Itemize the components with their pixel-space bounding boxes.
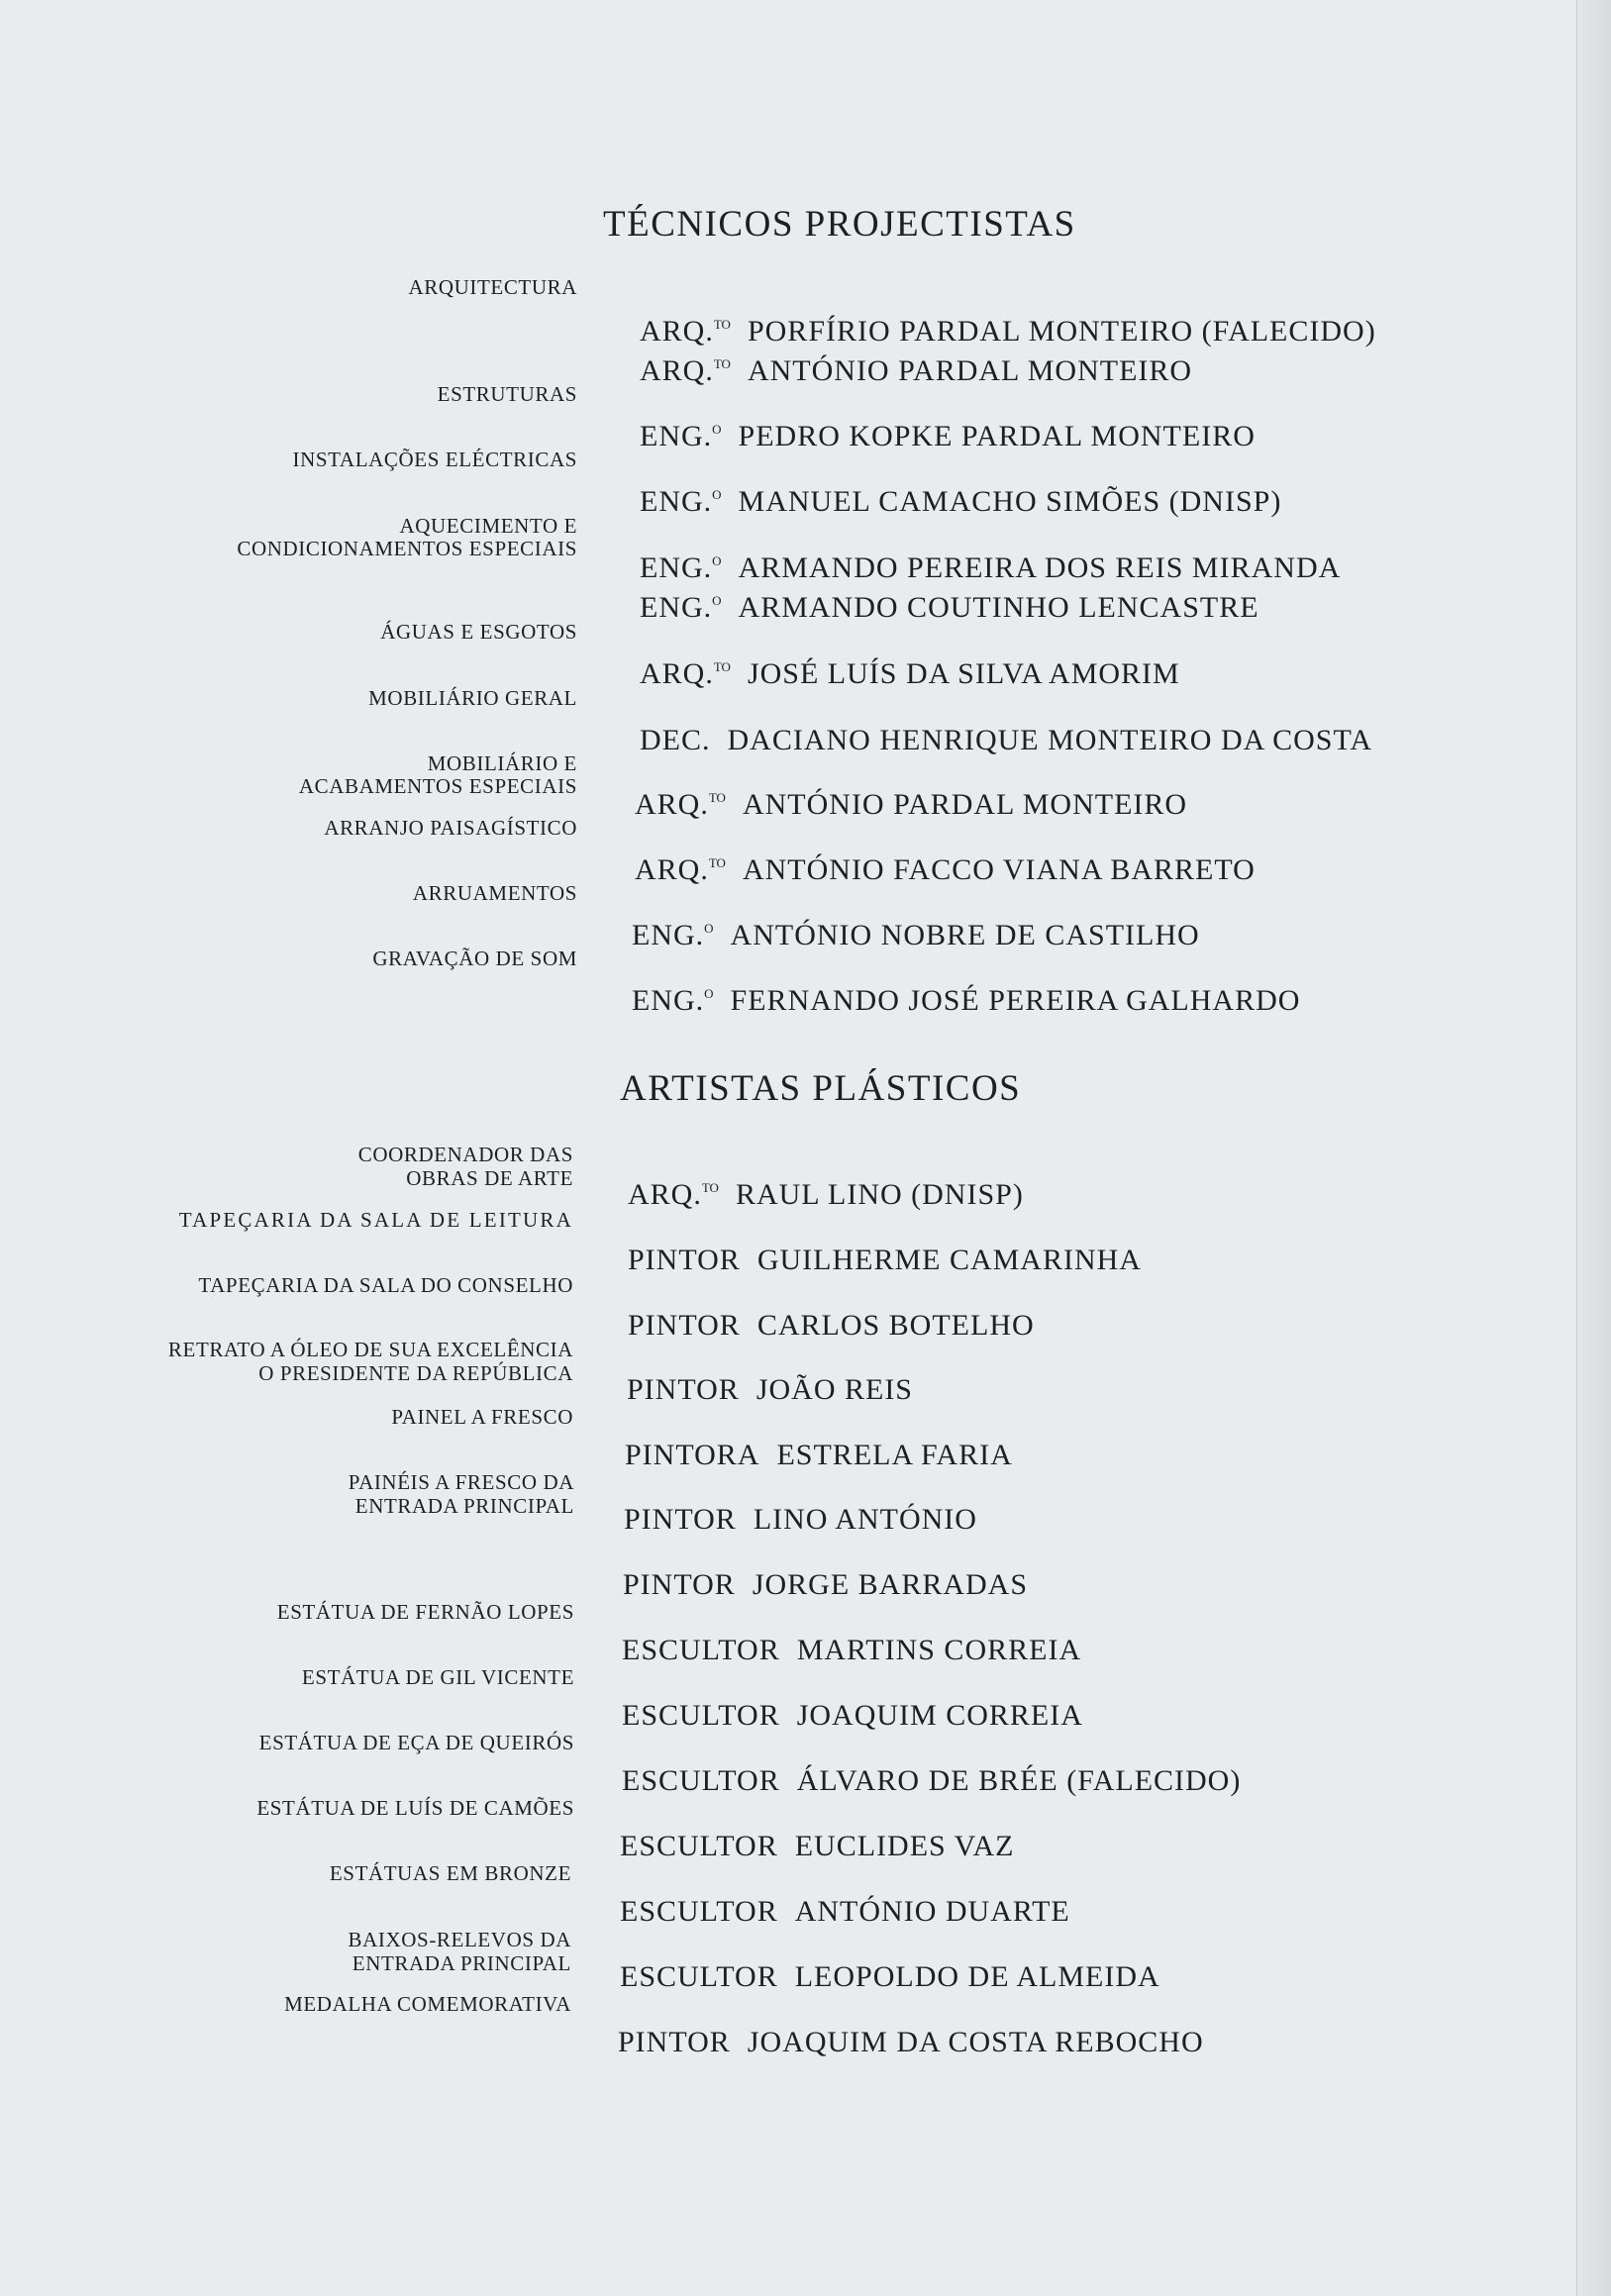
name-title-suffix: TO xyxy=(713,659,731,674)
name-text: CARLOS BOTELHO xyxy=(756,1309,1035,1342)
name-row xyxy=(640,420,1256,453)
name-title-suffix: O xyxy=(704,921,714,936)
name-row xyxy=(624,1503,977,1537)
name-title: ESCULTOR xyxy=(620,1895,778,1928)
name-text: ANTÓNIO NOBRE DE CASTILHO xyxy=(730,919,1200,951)
name-text: JOAQUIM DA COSTA REBOCHO xyxy=(747,2026,1204,2058)
name-text: LINO ANTÓNIO xyxy=(753,1503,977,1536)
name-text: MARTINS CORREIA xyxy=(796,1634,1082,1666)
name-title: ARQ. xyxy=(640,354,714,387)
name-text: PORFÍRIO PARDAL MONTEIRO (FALECIDO) xyxy=(747,315,1376,348)
name-title: ARQ. xyxy=(635,853,709,886)
name-title: ENG. xyxy=(640,591,713,624)
name-text: ANTÓNIO PARDAL MONTEIRO xyxy=(747,354,1193,387)
name-title: ESCULTOR xyxy=(622,1764,780,1797)
label-gil-vicente: ESTÁTUA DE GIL VICENTE xyxy=(301,1665,574,1689)
name-row xyxy=(640,591,1259,625)
name-text: PEDRO KOPKE PARDAL MONTEIRO xyxy=(738,420,1256,452)
label-tapecaria-leitura: TAPEÇARIA DA SALA DE LEITURA xyxy=(178,1208,573,1232)
technicians-heading: TÉCNICOS PROJECTISTAS xyxy=(603,204,1076,245)
name-text: FERNANDO JOSÉ PEREIRA GALHARDO xyxy=(730,984,1301,1017)
name-title: ENG. xyxy=(640,485,713,518)
name-row xyxy=(635,853,1256,887)
name-title-suffix: TO xyxy=(713,317,731,332)
name-row xyxy=(622,1764,1241,1798)
name-row xyxy=(632,919,1200,952)
label-fernao-lopes: ESTÁTUA DE FERNÃO LOPES xyxy=(276,1600,574,1624)
name-text: GUILHERME CAMARINHA xyxy=(756,1244,1142,1276)
name-row xyxy=(625,1439,1013,1472)
name-title: ARQ. xyxy=(640,657,714,690)
name-row xyxy=(622,1699,1083,1733)
name-row xyxy=(627,1373,913,1407)
name-text: DACIANO HENRIQUE MONTEIRO DA COSTA xyxy=(727,724,1373,756)
label-aquecimento: AQUECIMENTO E xyxy=(399,514,577,538)
name-text: ANTÓNIO PARDAL MONTEIRO xyxy=(742,788,1188,821)
name-row xyxy=(640,657,1180,691)
name-title-suffix: TO xyxy=(701,1180,719,1195)
name-title: PINTOR xyxy=(628,1309,741,1342)
name-title: PINTORA xyxy=(625,1439,760,1471)
name-text: ÁLVARO DE BRÉE (FALECIDO) xyxy=(796,1764,1242,1797)
label-aguas-esgotos: ÁGUAS E ESGOTOS xyxy=(380,620,577,644)
label-tapecaria-conselho: TAPEÇARIA DA SALA DO CONSELHO xyxy=(198,1273,573,1297)
label-arranjo-paisagistico: ARRANJO PAISAGÍSTICO xyxy=(324,816,577,840)
name-row xyxy=(640,724,1372,757)
name-title-suffix: TO xyxy=(713,356,731,371)
name-text: ANTÓNIO FACCO VIANA BARRETO xyxy=(742,853,1256,886)
name-title-suffix: TO xyxy=(708,790,726,805)
name-title: ESCULTOR xyxy=(622,1634,780,1666)
name-row xyxy=(640,551,1341,585)
name-title-suffix: O xyxy=(712,487,722,502)
name-row xyxy=(620,1960,1160,1994)
name-text: JOAQUIM CORREIA xyxy=(796,1699,1083,1732)
page-edge xyxy=(1576,0,1611,2296)
label-mobiliario-e: MOBILIÁRIO E xyxy=(427,751,577,775)
name-title: ENG. xyxy=(640,420,713,452)
name-title: PINTOR xyxy=(623,1568,736,1601)
name-row xyxy=(623,1568,1028,1602)
label-gravacao-som: GRAVAÇÃO DE SOM xyxy=(372,947,577,970)
name-title: ESCULTOR xyxy=(620,1830,778,1862)
name-text: ARMANDO COUTINHO LENCASTRE xyxy=(738,591,1259,624)
name-text: RAUL LINO (DNISP) xyxy=(735,1178,1024,1211)
label-arruamentos: ARRUAMENTOS xyxy=(412,881,577,905)
label-entrada-principal-2: ENTRADA PRINCIPAL xyxy=(352,1951,571,1975)
name-title-suffix: TO xyxy=(708,855,726,870)
label-retrato: RETRATO A ÓLEO DE SUA EXCELÊNCIA xyxy=(167,1338,573,1361)
name-title-suffix: O xyxy=(712,553,722,568)
name-row xyxy=(628,1178,1024,1212)
label-entrada-principal: ENTRADA PRINCIPAL xyxy=(354,1494,574,1518)
name-text: MANUEL CAMACHO SIMÕES (DNISP) xyxy=(738,485,1282,518)
name-text: ANTÓNIO DUARTE xyxy=(794,1895,1070,1928)
label-estatuas-bronze: ESTÁTUAS EM BRONZE xyxy=(329,1861,571,1885)
artists-heading: ARTISTAS PLÁSTICOS xyxy=(620,1068,1022,1109)
name-title: ESCULTOR xyxy=(620,1960,778,1993)
label-mobiliario-geral: MOBILIÁRIO GERAL xyxy=(368,686,577,710)
name-row xyxy=(640,354,1192,388)
name-text: ARMANDO PEREIRA DOS REIS MIRANDA xyxy=(738,551,1342,584)
label-arquitectura: ARQUITECTURA xyxy=(408,275,577,299)
name-title: PINTOR xyxy=(627,1373,740,1406)
label-coordenador: COORDENADOR DAS xyxy=(357,1143,573,1166)
name-text: ESTRELA FARIA xyxy=(776,1439,1013,1471)
label-acabamentos: ACABAMENTOS ESPECIAIS xyxy=(298,774,577,798)
name-title: ENG. xyxy=(632,984,705,1017)
name-row xyxy=(622,1634,1081,1667)
name-row xyxy=(620,1895,1070,1929)
name-title: DEC. xyxy=(640,724,711,756)
name-text: EUCLIDES VAZ xyxy=(794,1830,1015,1862)
label-baixos-relevos: BAIXOS-RELEVOS DA xyxy=(348,1928,571,1951)
label-medalha: MEDALHA COMEMORATIVA xyxy=(284,1992,571,2016)
label-paineis-fresco: PAINÉIS A FRESCO DA xyxy=(348,1470,574,1494)
name-title-suffix: O xyxy=(712,593,722,608)
name-title: PINTOR xyxy=(618,2026,731,2058)
name-row xyxy=(628,1244,1142,1277)
name-text: JOSÉ LUÍS DA SILVA AMORIM xyxy=(747,657,1180,690)
name-title: ARQ. xyxy=(635,788,709,821)
name-text: JORGE BARRADAS xyxy=(752,1568,1029,1601)
label-condicionamentos: CONDICIONAMENTOS ESPECIAIS xyxy=(237,537,577,560)
name-text: JOÃO REIS xyxy=(755,1373,913,1406)
name-row xyxy=(628,1309,1035,1343)
name-row xyxy=(620,1830,1014,1863)
label-luis-camoes: ESTÁTUA DE LUÍS DE CAMÕES xyxy=(256,1796,574,1820)
label-obras-arte: OBRAS DE ARTE xyxy=(406,1166,573,1190)
label-painel-fresco: PAINEL A FRESCO xyxy=(391,1405,573,1429)
name-row xyxy=(640,315,1376,349)
name-row xyxy=(635,788,1187,822)
name-title-suffix: O xyxy=(712,422,722,437)
name-row xyxy=(640,485,1281,519)
name-row xyxy=(618,2026,1204,2059)
name-title: PINTOR xyxy=(628,1244,741,1276)
name-title: ENG. xyxy=(632,919,705,951)
name-title-suffix: O xyxy=(704,986,714,1001)
label-presidente: O PRESIDENTE DA REPÚBLICA xyxy=(258,1361,573,1385)
name-title: ESCULTOR xyxy=(622,1699,780,1732)
name-title: ENG. xyxy=(640,551,713,584)
name-title: ARQ. xyxy=(628,1178,702,1211)
name-row xyxy=(632,984,1300,1018)
label-estruturas: ESTRUTURAS xyxy=(437,382,577,406)
name-title: ARQ. xyxy=(640,315,714,348)
name-text: LEOPOLDO DE ALMEIDA xyxy=(794,1960,1160,1993)
name-title: PINTOR xyxy=(624,1503,737,1536)
label-instalacoes-electricas: INSTALAÇÕES ELÉCTRICAS xyxy=(292,448,577,471)
label-eca-queiros: ESTÁTUA DE EÇA DE QUEIRÓS xyxy=(258,1731,574,1754)
